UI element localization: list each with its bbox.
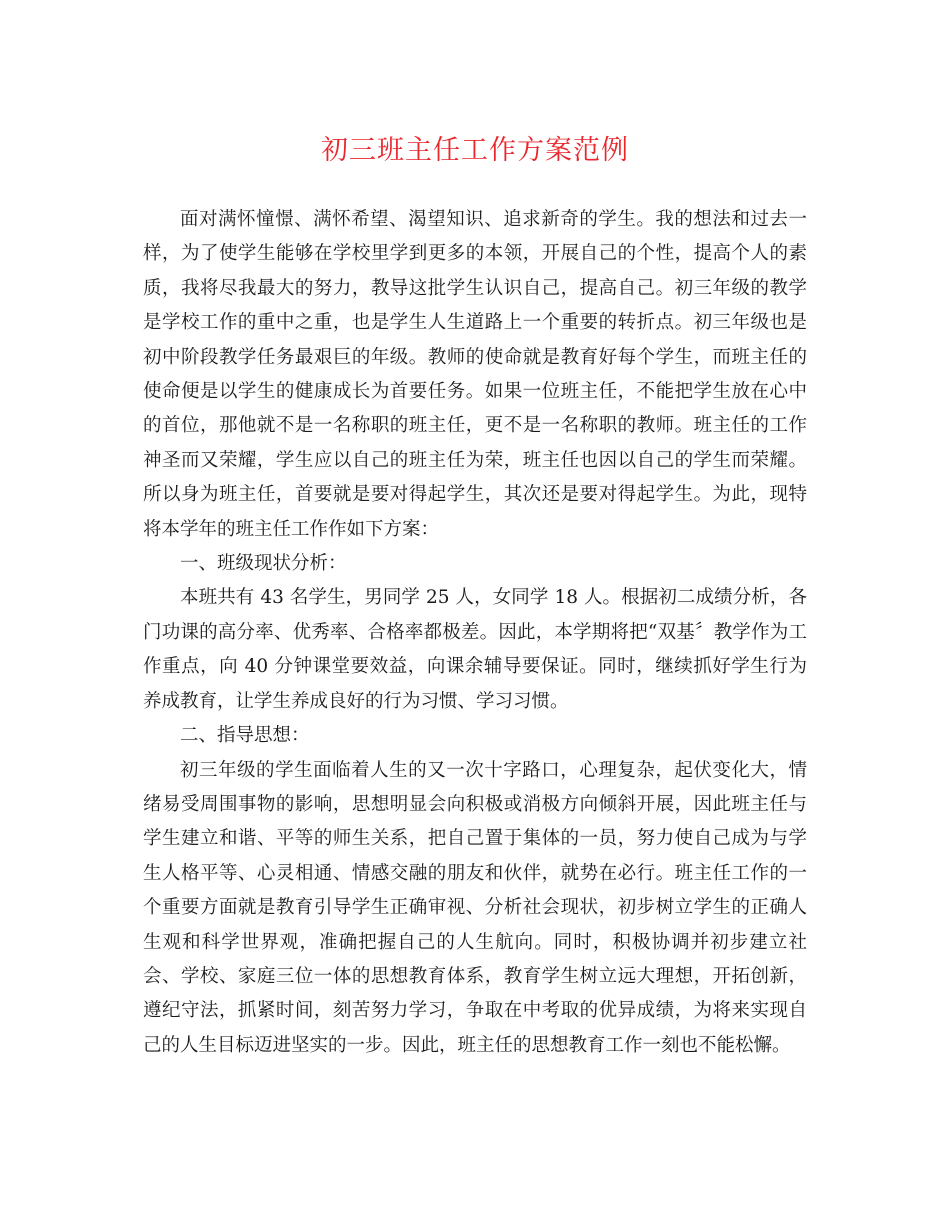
guiding-ideas-paragraph: 初三年级的学生面临着人生的又一次十字路口，心理复杂，起伏变化大，情绪易受周围事物的影响，思想明显会向积极或消极方向倾斜开展，因此班主任与学生建立和谐、平等的师生关系，把自己置于集体的一员，努力使自己成为与学生人格平等、心灵相通、情感交融的朋友和伙伴，就势在必行。班主任工作的一个重要方面就是教育引导学生正确审视、分析社会现状，初步树立学生的正确人生观和科学世界观，准确把握自己的人生航向。同时，积极协调并初步建立社会、学校、家庭三位一体的思想教育体系，教育学生树立远大理想，开拓创新，遵纪守法，抓紧时间，刻苦努力学习，争取在中考取的优异成绩，为将来实现自己的人生目标迈进坚实的一步。因此，班主任的思想教育工作一刻也不能松懈。: [143, 759, 807, 1056]
section-heading-guiding-ideas: 二、指导思想：: [180, 725, 310, 747]
document-title: 初三班主任工作方案范例: [321, 135, 629, 166]
intro-paragraph: 面对满怀憧憬、满怀希望、渴望知识、追求新奇的学生。我的想法和过去一样，为了使学生能够在学校里学到更多的本领，开展自己的个性，提高个人的素质，我将尽我最大的努力，教导这批学生认识自己，提高自己。初三年级的教学是学校工作的重中之重，也是学生人生道路上一个重要的转折点。初三年级也是初中阶段教学任务最艰巨的年级。教师的使命就是教育好每个学生，而班主任的使命便是以学生的健康成长为首要任务。如果一位班主任，不能把学生放在心中的首位，那他就不是一名称职的班主任，更不是一名称职的教师。班主任的工作神圣而又荣耀，学生应以自己的班主任为荣，班主任也因以自己的学生而荣耀。所以身为班主任，首要就是要对得起学生，其次还是要对得起学生。为此，现特将本学年的班主任工作作如下方案：: [143, 209, 807, 540]
document-body: [143, 203, 807, 1063]
class-status-paragraph: 本班共有 43 名学生，男同学 25 人，女同学 18 人。根据初二成绩分析，各门功课的高分率、优秀率、合格率都极差。因此，本学期将把“双基〞教学作为工作重点，向 40 分钟课堂要效益，向课余辅导要保证。同时，继续抓好学生行为养成教育，让学生养成良好的行为习惯、学习习惯。: [143, 587, 807, 712]
section-heading-class-status: 一、班级现状分析：: [180, 553, 347, 575]
